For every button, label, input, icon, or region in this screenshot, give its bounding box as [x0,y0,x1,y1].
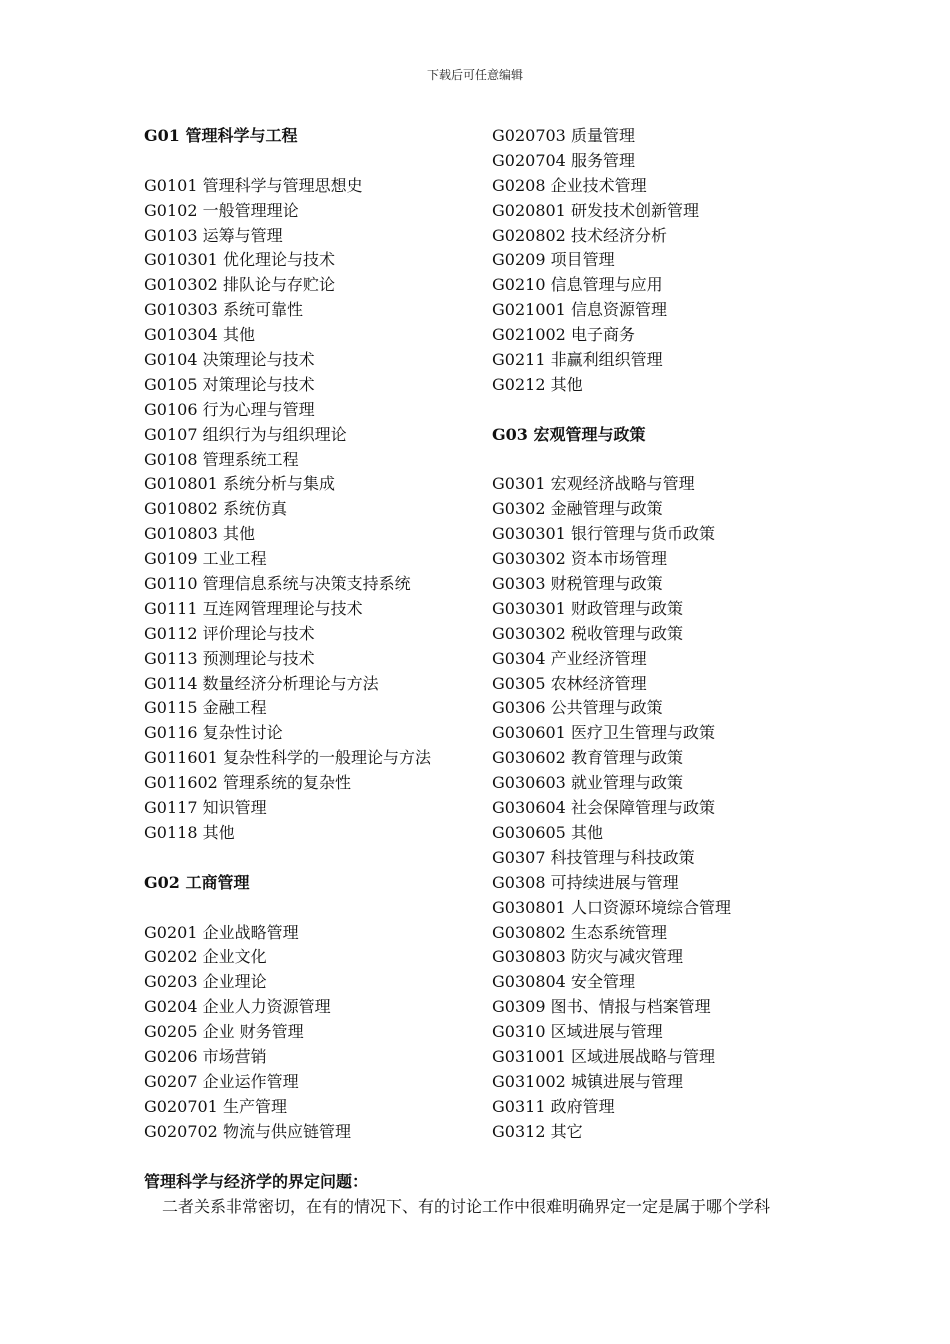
category-entry: G0114 数量经济分析理论与方法 [144,673,379,693]
category-entry: G010302 排队论与存贮论 [144,275,335,295]
category-entry: G021002 电子商务 [492,325,635,345]
category-entry: G030302 资本市场管理 [492,549,667,569]
category-entry: G0206 市场营销 [144,1046,267,1066]
category-entry: G020802 技术经济分析 [492,225,667,245]
category-entry: G0110 管理信息系统与决策支持系统 [144,574,411,594]
category-entry: G0303 财税管理与政策 [492,574,663,594]
category-entry: G030605 其他 [492,822,603,842]
category-entry: G031001 区域进展战略与管理 [492,1046,715,1066]
category-entry: G0309 图书、情报与档案管理 [492,997,711,1017]
category-entry: G0212 其他 [492,374,583,394]
category-entry: G0211 非赢利组织管理 [492,350,663,370]
section-title: 管理科学与经济学的界定问题： [144,1172,369,1191]
category-entry: G0209 项目管理 [492,250,615,270]
category-entry: G0115 金融工程 [144,698,267,718]
category-heading: G03 宏观管理与政策 [492,424,646,444]
category-entry: G0107 组织行为与组织理论 [144,424,347,444]
blank-line [144,846,464,871]
category-entry: G0202 企业文化 [144,947,267,967]
category-entry: G0205 企业 财务管理 [144,1022,304,1042]
category-entry: G0308 可持续进展与管理 [492,872,679,892]
category-entry: G0304 产业经济管理 [492,648,647,668]
category-entry: G0102 一般管理理论 [144,200,299,220]
blank-line [144,896,464,921]
category-entry: G0118 其他 [144,822,235,842]
category-entry: G0305 农林经济管理 [492,673,647,693]
category-entry: G0306 公共管理与政策 [492,698,663,718]
category-entry: G020702 物流与供应链管理 [144,1121,351,1141]
category-entry: G010301 优化理论与技术 [144,250,335,270]
category-entry: G0103 运筹与管理 [144,225,283,245]
category-entry: G0113 预测理论与技术 [144,648,315,668]
category-entry: G0106 行为心理与管理 [144,399,315,419]
category-entry: G011601 复杂性科学的一般理论与方法 [144,748,431,768]
category-entry: G010303 系统可靠性 [144,300,303,320]
category-entry: G021001 信息资源管理 [492,300,667,320]
category-entry: G030301 银行管理与货币政策 [492,524,715,544]
category-entry: G030602 教育管理与政策 [492,748,683,768]
category-entry: G030301 财政管理与政策 [492,598,683,618]
category-entry: G0101 管理科学与管理思想史 [144,175,363,195]
category-entry: G020801 研发技术创新管理 [492,200,699,220]
category-entry: G0311 政府管理 [492,1096,615,1116]
category-entry: G0207 企业运作管理 [144,1071,299,1091]
category-entry: G010304 其他 [144,325,255,345]
category-entry: G030801 人口资源环境综合管理 [492,897,731,917]
category-entry: G030804 安全管理 [492,972,635,992]
category-entry: G020701 生产管理 [144,1096,287,1116]
category-heading: G01 管理科学与工程 [144,126,298,145]
category-entry: G0109 工业工程 [144,549,267,569]
category-entry: G010802 系统仿真 [144,499,287,519]
category-entry: G0201 企业战略管理 [144,922,299,942]
category-entry: G030604 社会保障管理与政策 [492,798,715,818]
category-entry: G0203 企业理论 [144,972,267,992]
category-entry: G030803 防灾与减灾管理 [492,947,683,967]
blank-line [492,448,822,473]
category-entry: G030603 就业管理与政策 [492,773,683,793]
category-entry: G030802 生态系统管理 [492,922,667,942]
category-entry: G030601 医疗卫生管理与政策 [492,723,715,743]
category-entry: G0112 评价理论与技术 [144,623,315,643]
category-entry: G0105 对策理论与技术 [144,374,315,394]
blank-line [144,149,464,174]
category-entry: G0108 管理系统工程 [144,449,299,469]
category-entry: G0116 复杂性讨论 [144,723,283,743]
category-entry: G0111 互连网管理理论与技术 [144,598,363,618]
category-entry: G0104 决策理论与技术 [144,350,315,370]
category-entry: G011602 管理系统的复杂性 [144,773,351,793]
category-entry: G0301 宏观经济战略与管理 [492,474,695,494]
category-entry: G010801 系统分析与集成 [144,474,335,494]
section-paragraph: 二者关系非常密切，在有的情况下、有的讨论工作中很难明确界定一定是属于哪个学科 [162,1197,771,1216]
category-entry: G0310 区域进展与管理 [492,1022,663,1042]
category-entry: G031002 城镇进展与管理 [492,1071,683,1091]
category-entry: G0117 知识管理 [144,798,267,818]
blank-line [492,398,822,423]
category-entry: G020703 质量管理 [492,126,635,145]
category-entry: G010803 其他 [144,524,255,544]
right-column [492,124,822,1145]
category-entry: G0302 金融管理与政策 [492,499,663,519]
category-entry: G0312 其它 [492,1121,583,1141]
category-entry: G030302 税收管理与政策 [492,623,683,643]
category-heading: G02 工商管理 [144,872,250,892]
category-entry: G020704 服务管理 [492,150,635,170]
category-entry: G0210 信息管理与应用 [492,275,663,295]
page-header: 下载后可任意编辑 [426,68,523,82]
category-entry: G0204 企业人力资源管理 [144,997,331,1017]
category-entry: G0307 科技管理与科技政策 [492,847,695,867]
left-column [144,124,464,1145]
category-entry: G0208 企业技术管理 [492,175,647,195]
